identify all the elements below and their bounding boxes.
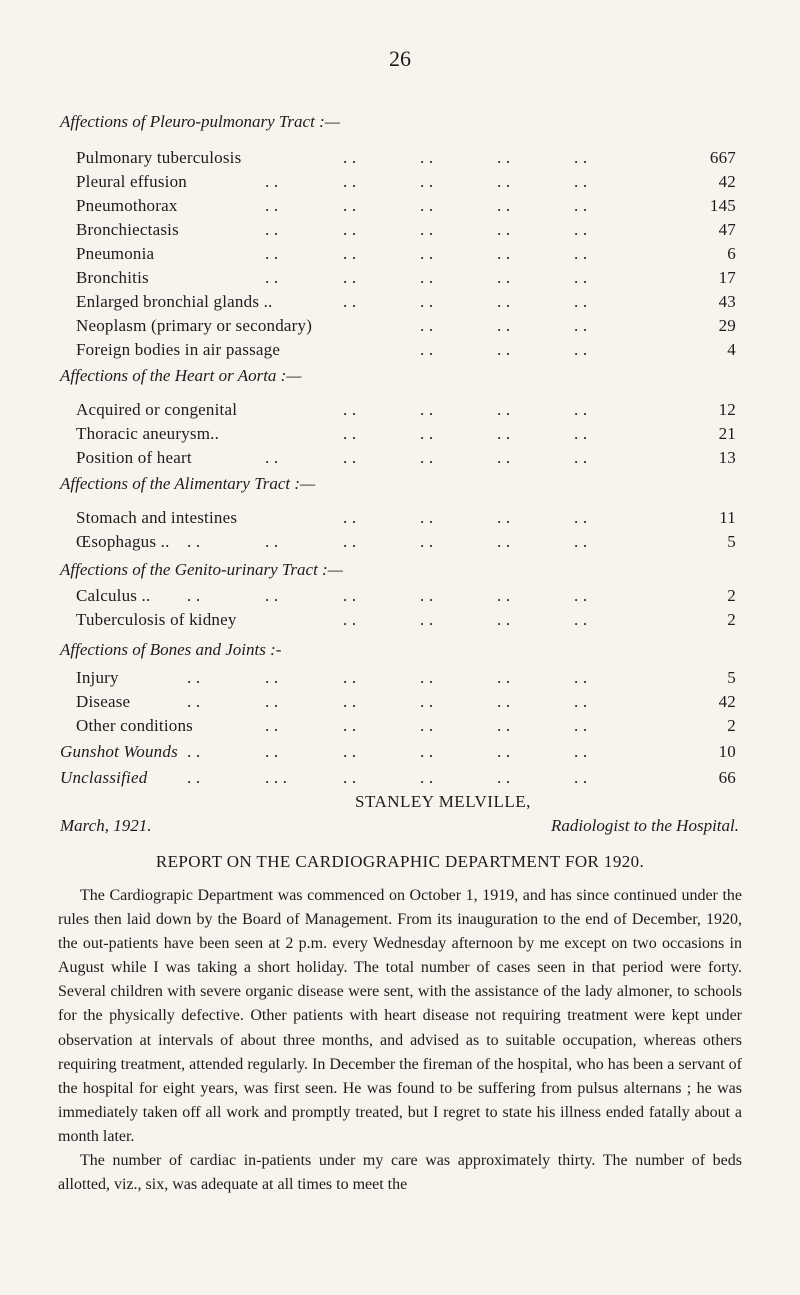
row-value: 145 [709, 196, 736, 215]
row-value: 43 [718, 292, 736, 311]
row-label: Gunshot Wounds [60, 742, 178, 761]
row-value: 2 [727, 586, 736, 605]
table-row: Calculus .. . . . . . . . . . . . . 2 [76, 586, 736, 605]
table-row: Injury . . . . . . . . . . . . 5 [76, 668, 736, 687]
report-title: REPORT ON THE CARDIOGRAPHIC DEPARTMENT FOR 1920. [155, 852, 645, 871]
table-row: Neoplasm (primary or secondary) . . . . . . 29 [76, 316, 736, 335]
table-row: Pleural effusion . . . . . . . . . . 42 [76, 172, 736, 191]
table-row: Bronchitis . . . . . . . . . . 17 [76, 268, 736, 287]
report-paragraph: The number of cardiac in-patients under my care was approximately thirty. The number of beds allotted, viz., six, was adequate at all times to meet the [58, 1152, 742, 1194]
row-value: 12 [718, 400, 736, 419]
row-value: 2 [727, 716, 736, 735]
table-row: Bronchiectasis . . . . . . . . . . 47 [76, 220, 736, 239]
signature-date: March, 1921. [60, 816, 152, 835]
row-value: 4 [727, 340, 736, 359]
row-label: Calculus .. [76, 586, 151, 605]
row-label: Enlarged bronchial glands .. [76, 292, 273, 311]
row-label: Pleural effusion [76, 172, 188, 191]
row-value: 13 [718, 448, 736, 467]
row-value: 42 [718, 172, 736, 191]
row-value: 6 [727, 244, 736, 263]
row-value: 5 [727, 532, 736, 551]
section-heading-pleuro-pulmonary: Affections of Pleuro-pulmonary Tract :— [60, 112, 340, 131]
table-row: Enlarged bronchial glands .. . . . . . . . . 43 [76, 292, 736, 311]
row-label: Injury [76, 668, 119, 687]
table-row: Stomach and intestines . . . . . . . . 11 [76, 508, 736, 527]
table-row: Thoracic aneurysm.. . . . . . . . . 21 [76, 424, 736, 443]
table-row: Pulmonary tuberculosis . . . . . . . . 667 [76, 148, 736, 167]
row-value: 29 [718, 316, 736, 335]
table-row: Disease . . . . . . . . . . . . 42 [76, 692, 736, 711]
table-row: Acquired or congenital . . . . . . . . 12 [76, 400, 736, 419]
row-value: 17 [718, 268, 736, 287]
section-heading-alimentary: Affections of the Alimentary Tract :— [60, 474, 316, 493]
table-row-unclassified: Unclassified . . . . . . . . . . . . . 66 [60, 768, 736, 787]
table-row: Pneumonia . . . . . . . . . . 6 [76, 244, 736, 263]
row-label: Bronchiectasis [76, 220, 179, 239]
row-value: 66 [718, 768, 736, 787]
row-label: Thoracic aneurysm.. [76, 424, 220, 443]
row-label: Unclassified [60, 768, 148, 787]
row-value: 11 [719, 508, 736, 527]
page-number: 26 [389, 46, 411, 71]
row-value: 21 [718, 424, 736, 443]
table-row: Pneumothorax . . . . . . . . . . 145 [76, 196, 736, 215]
section-heading-genito-urinary: Affections of the Genito-urinary Tract :— [60, 560, 343, 579]
row-label: Foreign bodies in air passage [76, 340, 281, 359]
row-label: Œsophagus .. [76, 532, 170, 551]
row-value: 2 [727, 610, 736, 629]
table-row-gunshot: Gunshot Wounds . . . . . . . . . . . . 10 [60, 742, 736, 761]
section-heading-heart-aorta: Affections of the Heart or Aorta :— [60, 366, 302, 385]
table-row: Position of heart . . . . . . . . . . 13 [76, 448, 736, 467]
row-label: Pneumonia [76, 244, 155, 263]
row-label: Tuberculosis of kidney [76, 610, 237, 629]
row-value: 5 [727, 668, 736, 687]
row-label: Other conditions [76, 716, 193, 735]
table-row: Foreign bodies in air passage . . . . . . 4 [76, 340, 736, 359]
row-label: Disease [76, 692, 131, 711]
report-paragraph: The Cardiograpic Department was commenced on October 1, 1919, and has since continued under the rules then laid down by the Board of Management. From its inauguration to the end of December, 1920, the out-patients have been seen at 2 p.m. every Wednesday afternoon by me except on two occasions in August while I was taking a short holiday. The total number of cases seen in that period were forty. Several children with severe organic disease were sent, with the assistance of the lady almoner, to schools for the physically defective. Other patients with heart disease not requiring treatment were kept under observation at intervals of about three months, and advised as to suitable occupation, whereas others requiring treatment, attended regularly. In December the fireman of the hospital, who has been a servant of the hospital for eight years, was first seen. He was found to be suffering from pulsus alternans ; he was immediately taken off all work and promptly treated, but I regret to state his illness ended fatally about a month later. [58, 887, 742, 1145]
row-label: Bronchitis [76, 268, 149, 287]
row-value: 47 [718, 220, 736, 239]
row-value: 42 [718, 692, 736, 711]
row-label: Acquired or congenital [76, 400, 238, 419]
row-label: Position of heart [76, 448, 192, 467]
table-row: Other conditions . . . . . . . . . . 2 [76, 716, 736, 735]
table-row: Tuberculosis of kidney . . . . . . . . 2 [76, 610, 736, 629]
row-label: Neoplasm (primary or secondary) [76, 316, 313, 335]
row-label: Pneumothorax [76, 196, 178, 215]
row-label: Stomach and intestines [76, 508, 238, 527]
row-value: 667 [709, 148, 736, 167]
section-heading-bones-joints: Affections of Bones and Joints :- [60, 640, 282, 659]
table-row: Œsophagus .. . . . . . . . . . . . . 5 [76, 532, 736, 551]
signature-role: Radiologist to the Hospital. [551, 816, 739, 835]
signature-name: STANLEY MELVILLE, [355, 792, 531, 811]
row-label: Pulmonary tuberculosis [76, 148, 242, 167]
row-value: 10 [718, 742, 736, 761]
report-body [58, 884, 742, 1197]
